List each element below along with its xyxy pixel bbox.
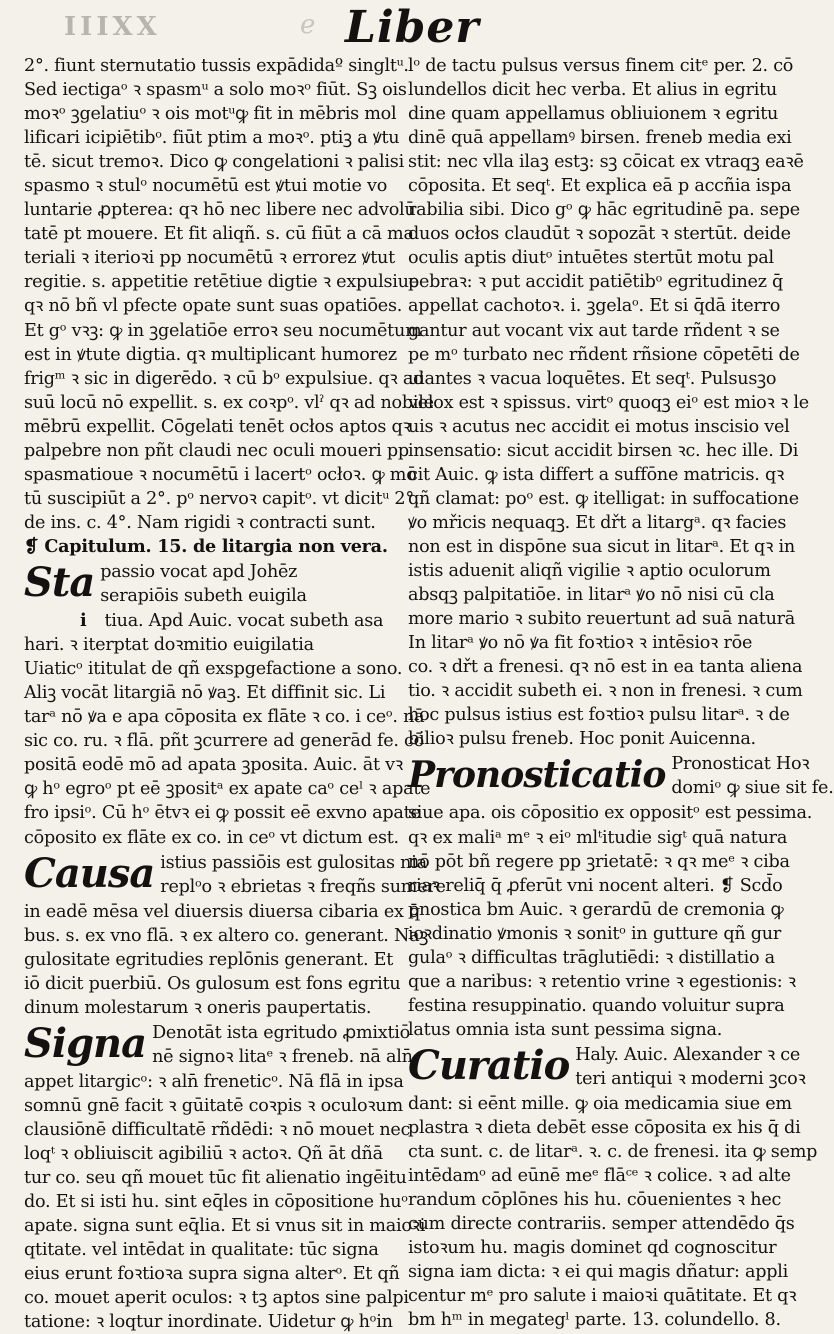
i-initial: i	[80, 610, 87, 632]
pronosticatio-section	[408, 752, 834, 800]
text-line: suū locū nō expellit. s. ex coꝛpᵒ. vlˀ qꝛ ad nobile	[24, 392, 434, 413]
text-line: dinē quā appellamꝰ birsen. freneb media exi	[408, 128, 792, 149]
text-line: tatione: ꝛ loqtur inordinate. Uidetur ꝙ hᵒin	[24, 1312, 393, 1333]
text-line: gulositate egritudies replōnis generant. Et	[24, 949, 394, 970]
folio-number: IIIXX	[64, 12, 161, 42]
curatio-initial: Curatio	[408, 1041, 570, 1089]
text-line: istis aduenit aliqñ vigilie ꝛ aptio oculorum	[408, 560, 771, 581]
signa-initial: Signa	[24, 1019, 147, 1067]
text-line: hoc pulsus istius est foꝛtioꝛ pulsu litarᵃ. ꝛ de	[408, 705, 790, 726]
sta-body	[24, 657, 431, 849]
text-line: fro ipsiᵒ. Cū hᵒ ētvꝛ ei ꝙ possit eē exvno apate	[24, 803, 421, 824]
text-line: gantur aut vocant vix aut tarde rñdent ꝛ se	[408, 320, 780, 341]
text-line: lᵒ de tactu pulsus versus finem citᵉ per. 2. cō	[408, 56, 794, 76]
text-line: spasmo ꝛ stulᵒ nocumētū est ꝟtui motie vo	[24, 176, 388, 197]
text-line: luntarie ꝓpterea: qꝛ hō nec libere nec advolū	[24, 200, 416, 221]
text-line: iō dicit puerbiū. Os gulosum est fons egritu	[24, 973, 401, 994]
text-line: appet litargicᵒ: ꝛ aln̄ freneticᵒ. Nā flā in ipsa	[24, 1071, 404, 1092]
text-line: uiantes ꝛ vacua loquētes. Et seqᵗ. Pulsusꝫo	[408, 368, 777, 389]
text-line: i tiua. Apd Auic. vocat subeth asa	[24, 609, 408, 633]
i-section	[24, 609, 408, 657]
text-line: teriali ꝛ iterioꝛi pp nocumētū ꝛ errorez ꝟtut	[24, 248, 395, 269]
text-line: clausiōnē difficultatē rñdēdi: ꝛ nō mouet nec	[24, 1120, 411, 1141]
text-line: pe mᵒ turbato nec rñdent rñsione cōpetēti de	[408, 344, 800, 365]
text-line: spasmatioue ꝛ nocumētū i lacertᵒ ocłoꝛ. ꝙ mō	[24, 464, 417, 485]
causa-body	[24, 900, 429, 1020]
curatio-section	[408, 1041, 806, 1091]
running-title: Liber	[345, 2, 480, 53]
curatio-body	[408, 1092, 818, 1332]
text-line: Aliꝫ vocāt litargiā nō ꝟaꝫ. Et diffinit sic. Li	[24, 683, 386, 704]
text-line: appellat cachotoꝛ. i. ꝫgelaᵒ. Et si q̄dā iterro	[408, 296, 781, 317]
text-line: more mario ꝛ subito reuertunt ad suā naturā	[408, 609, 796, 630]
text-line: bus. s. ex vno flā. ꝛ ex altero co. generant. Naꝫ	[24, 925, 429, 946]
text-line: cum directe contrariis. semper attendēdo q̄s	[408, 1214, 795, 1235]
signa-body	[24, 1070, 426, 1334]
text-line: ꝙ hᵒ egroᵒ pt eē ꝫpositᵃ ex apate caᵒ ceˡ ꝛ apate	[24, 779, 431, 800]
text-line: oculis aptis diutᵒ intuētes stertūt motu pal	[408, 248, 774, 269]
text-line: plastra ꝛ dieta debēt esse cōposita ex his q̄ di	[408, 1118, 801, 1139]
text-line: rabilia sibi. Dico gᵒ ꝙ hāc egritudinē pa. sepe	[408, 200, 800, 221]
text-line: ioꝛdinatio ꝟmonis ꝛ sonitᵒ in gutture qñ gur	[408, 923, 782, 944]
text-line: pnostica bm Auic. ꝛ gerardū de cremonia ꝙ	[408, 899, 784, 920]
text-line: tur co. seu qñ mouet tūc fit alienatio ingēitu	[24, 1168, 407, 1189]
text-line: 2°. fiunt sternutatio tussis expādidaº singltᵘ.	[24, 56, 409, 76]
text-line: co. mouet aperit oculos: ꝛ tꝫ aptos sine palpi	[24, 1288, 409, 1309]
text-line: pebraꝛ: ꝛ put accidit patiētibᵒ egritudinez q̄	[408, 272, 784, 293]
text-line: hari. ꝛ iterptat doꝛmitio euigilatia	[24, 635, 314, 656]
text-line: do. Et si isti hu. sint eq̄les in cōpositione huᵒ	[24, 1192, 408, 1213]
text-line: Et gᵒ vꝛꝫ: ꝙ in ꝫgelatiōe erroꝛ seu nocumētum	[24, 320, 422, 341]
text-line: insensatio: sicut accidit birsen ꝛc. hec ille. Di	[408, 440, 799, 461]
text-line: Sed iectigaᵒ ꝛ spasmᵘ a solo moꝛᵒ fiūt. Sꝫ ois	[24, 80, 407, 101]
text-line: intēdamᵒ ad eūnē meᵉ flāᶜᵉ ꝛ colice. ꝛ ad alte	[408, 1166, 791, 1187]
text-line: serapiōis subeth euigila	[100, 586, 307, 607]
text-line: uis ꝛ acutus nec accidit ei motus inscisio vel	[408, 416, 790, 437]
text-line: est in ꝟtute digtia. qꝛ multiplicant humorez	[24, 344, 397, 365]
text-line: teri antiqui ꝛ moderni ꝫcoꝛ	[575, 1068, 806, 1089]
text-line: non est in dispōne sua sicut in litarᵃ. Et qꝛ in	[408, 536, 795, 557]
text-line: somnū gnē facit ꝛ gūitatē coꝛpis ꝛ oculoꝛum	[24, 1096, 403, 1117]
text-line: regitie. s. appetitie retētiue digtie ꝛ expulsiue	[24, 272, 419, 293]
text-line: apate. signa sunt eq̄lia. Et si vnus sit in maioꝛi	[24, 1216, 426, 1237]
running-head	[0, 2, 800, 52]
left-column	[24, 54, 446, 1334]
continuation-paragraph	[408, 54, 809, 751]
sta-initial: Sta	[24, 558, 95, 606]
text-line: domiᵒ ꝙ siue sit fe.	[671, 778, 834, 799]
text-line: qꝛ nō bñ vl pfecte opate sunt suas opatiōes.	[24, 296, 403, 317]
text-line: istius passiōis est gulositas nia	[160, 852, 427, 873]
text-line: replᵒo ꝛ ebrietas ꝛ freqñs sumere	[160, 876, 446, 897]
right-column	[408, 54, 834, 1332]
text-line: cōposito ex flāte ex co. in ceᵒ vt dictum est.	[24, 827, 399, 848]
show-through-letter: e	[300, 10, 316, 40]
text-line: ꝟo mřicis nequaqꝫ. Et dřt a litargᵃ. qꝛ facies	[408, 512, 787, 533]
text-line: signa iam dicta: ꝛ ei qui magis dñatur: appli	[408, 1262, 789, 1283]
text-line: cōposita. Et seqᵗ. Et explica eā p accñia ispa	[408, 176, 792, 197]
text-line: cta sunt. c. de litarᵃ. ꝛ. c. de frenesi. ita ꝙ semp	[408, 1142, 818, 1163]
text-line: dinum molestarum ꝛ oneris paupertatis.	[24, 997, 372, 1018]
text-line: latus omnia ista sunt pessima signa.	[408, 1019, 723, 1040]
text-line: gulaᵒ ꝛ difficultas trāglutiēdi: ꝛ distillatio a	[408, 947, 775, 968]
pronosticatio-body	[408, 801, 813, 1041]
sta-section	[24, 560, 408, 608]
text-line: tarᵃ nō ꝟa e apa cōposita ex flāte ꝛ co. i ceᵒ. nā	[24, 707, 425, 728]
text-line: Pronosticat Hoꝛ	[671, 754, 810, 775]
text-line: absqꝫ palpitatiōe. in litarᵃ ꝟo nō nisi cū cla	[408, 585, 775, 606]
text-line: passio vocat apd Johēz	[100, 561, 298, 582]
text-line: de ins. c. 4°. Nam rigidi ꝛ contracti sunt.	[24, 512, 376, 533]
text-line: festina resuppinatio. quando voluitur supra	[408, 995, 785, 1016]
text-line: bilioꝛ pulsu freneb. Hoc ponit Auicenna.	[408, 729, 756, 750]
text-line: lificari icipiētibᵒ. fiūt ptim a moꝛᵒ. ptiꝫ a ꝟtu	[24, 128, 400, 149]
text-line: randum cōplōnes his hu. cōuenientes ꝛ hec	[408, 1190, 782, 1211]
text-line: Haly. Auic. Alexander ꝛ ce	[575, 1044, 801, 1065]
text-line: positā eodē mō ad apata ꝫposita. Auic. āt vꝛ	[24, 755, 403, 776]
causa-initial: Causa	[24, 849, 155, 897]
text-line: bm hᵐ in megategˡ parte. 13. colundello. 8.	[408, 1310, 781, 1331]
text-line: Denotāt ista egritudo ꝓmixtiō	[152, 1022, 410, 1043]
text-line: nō pōt bñ regere pp ꝫrietatē: ꝛ qꝛ meᵉ ꝛ ciba	[408, 851, 790, 872]
text-line: nē signoꝛ litaᵉ ꝛ freneb. nā aln̄	[152, 1046, 413, 1067]
pronosticatio-initial: Pronosticatio	[408, 754, 666, 797]
text-line: cit Auic. ꝙ ista differt a suffōne matricis. qꝛ	[408, 464, 785, 485]
text-line: frigᵐ ꝛ sic in digerēdo. ꝛ cū bᵒ expulsiue. qꝛ ad	[24, 368, 425, 389]
text-line: istoꝛum hu. magis dominet qd cognoscitur	[408, 1238, 777, 1259]
text-line: mēbrū expellit. Cōgelati tenēt ocłos aptos qꝛ	[24, 416, 411, 437]
text-line: tatē pt mouere. Et fit aliqñ. s. cū fiūt a cā ma	[24, 224, 414, 245]
text-line: moꝛᵒ ꝫgelatiuᵒ ꝛ ois motᵘꝙ fit in mēbris mol	[24, 104, 397, 125]
text-line: tē. sicut tremoꝛ. Dico ꝙ congelationi ꝛ palisi	[24, 152, 404, 173]
text-line: duos ocłos claudūt ꝛ sopozāt ꝛ stertūt. deide	[408, 224, 791, 245]
text-line: lundellos dicit hec verba. Et alius in egritu	[408, 80, 777, 101]
text-line: dine quam appellamus obliuionem ꝛ egritu	[408, 104, 779, 125]
causa-section	[24, 849, 446, 899]
text-line: stit: nec vlla ilaꝫ estꝫ: sꝫ cōicat ex vtraqꝫ eaꝛē	[408, 152, 804, 173]
text-line: centur mᵉ pro salute i maioꝛi quātitate. Et qꝛ	[408, 1286, 797, 1307]
signa-section	[24, 1019, 413, 1069]
text-line: qtitate. vel intēdat in qualitate: tūc signa	[24, 1240, 379, 1261]
text-line: que a naribus: ꝛ retentio vrine ꝛ egestionis: ꝛ	[408, 971, 796, 992]
text-line: sic co. ru. ꝛ flā. pñt ꝫcurrere ad generād fe. cō	[24, 731, 424, 752]
text-line: In litarᵃ ꝟo nō ꝟa fit foꝛtioꝛ ꝛ intēsioꝛ rōe	[408, 633, 753, 654]
text-line: eius erunt foꝛtioꝛa supra signa alterᵒ. Et qñ	[24, 1264, 400, 1285]
text-line: velox est ꝛ spissus. virtᵒ quoqꝫ eiᵒ est mioꝛ ꝛ le	[408, 392, 809, 413]
text-line: Uiaticᵒ ititulat de qñ exspgefactione a sono.	[24, 659, 403, 680]
text-line: siue apa. ois cōpositio ex oppositᵒ est pessima.	[408, 803, 813, 824]
intro-paragraph	[24, 54, 434, 535]
text-line: tū suscipiūt a 2°. pᵒ nervoꝛ capitᵒ. vt dicitᵘ 2°.	[24, 488, 420, 509]
text-line: co. ꝛ dřt a frenesi. qꝛ nō est in ea tanta aliena	[408, 657, 803, 678]
text-line: loqᵗ ꝛ obliuiscit agibiliū ꝛ actoꝛ. Qñ āt dñā	[24, 1144, 383, 1165]
chapter-heading: ❡ Capitulum. 15. de litargia non vera.	[24, 535, 388, 557]
text-line: dant: si eēnt mille. ꝙ oia medicamia siue em	[408, 1094, 792, 1115]
text-line: in eadē mēsa vel diuersis diuersa cibaria ex q̄	[24, 901, 421, 922]
text-line: qñ clamat: poᵒ est. ꝙ itelligat: in suffocatione	[408, 488, 799, 509]
text-line: qꝛ ex maliᵃ mᵉ ꝛ eiᵒ mlᵗitudie sigᵗ quā natura	[408, 827, 788, 848]
text-line: palpebre non pñt claudi nec oculi moueri pp	[24, 440, 409, 461]
text-line: riaꝛ reliq̄ q̄ ꝓferūt vni nocent alteri. ❡ Scd̄o	[408, 875, 783, 896]
text-line: tio. ꝛ accidit subeth ei. ꝛ non in frenesi. ꝛ cum	[408, 681, 803, 702]
